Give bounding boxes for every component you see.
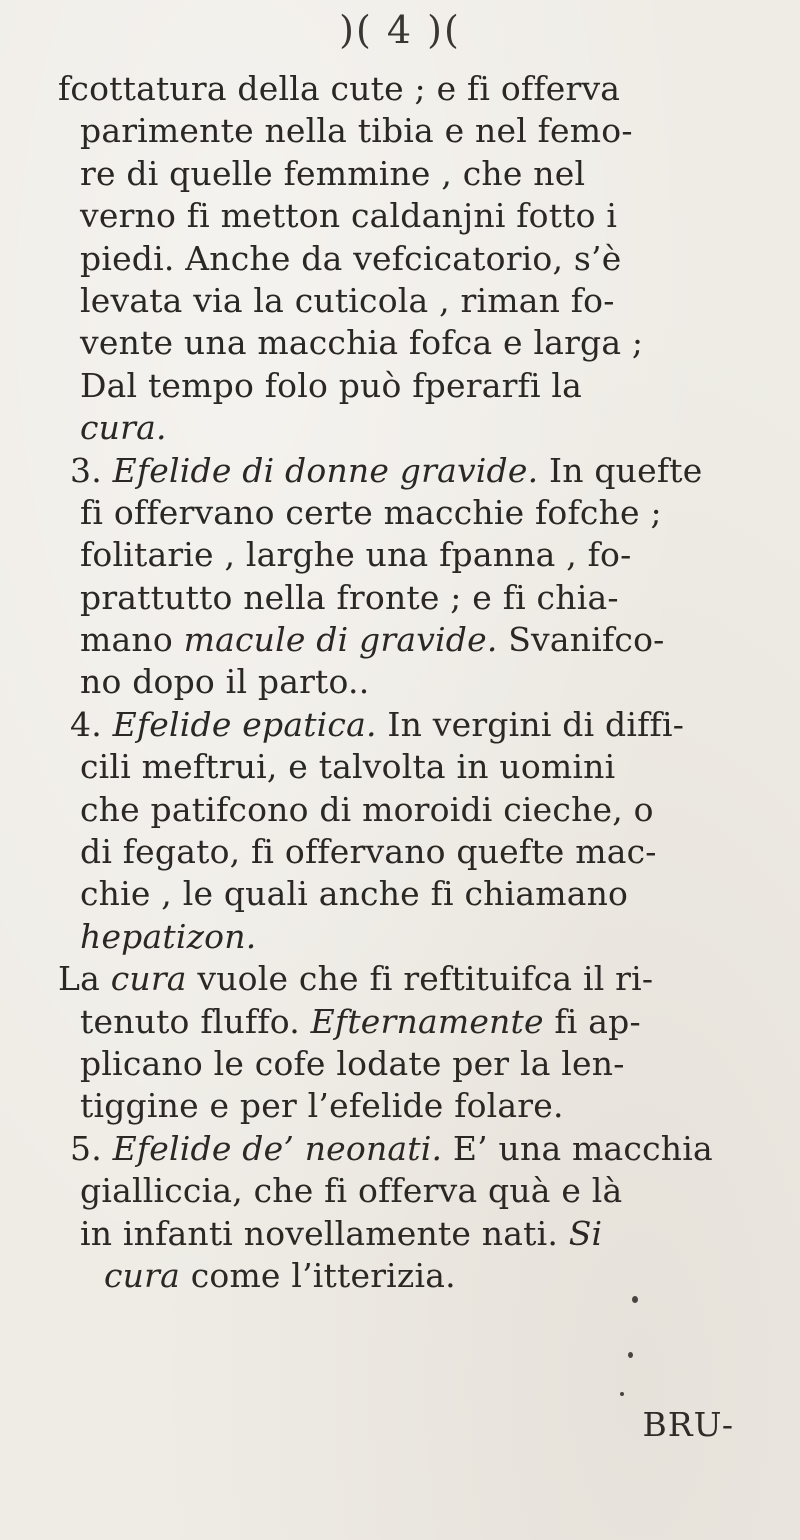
text-line: fcottatura della cute ; e fi offerva [58,69,621,108]
text-line: Dal tempo folo può fperarfi la [80,365,583,405]
text-line: che patifcono di moroidi cieche, o [80,789,654,829]
ink-speck [628,1352,633,1358]
text-line: folitarie , larghe una fpanna , fo- [80,535,632,575]
page-body [58,68,758,1297]
text-line: no dopo il parto.. [80,662,370,702]
text-line: piedi. Anche da vefcicatorio, s’è [80,238,622,278]
text-line: plicano le cofe lodate per la len- [80,1043,625,1083]
text-line: cili meftrui, e talvolta in uomini [80,747,616,787]
text-line: levata via la cuticola , riman fo- [80,280,615,320]
section-number: 5. [70,1128,102,1168]
section-heading-4: 4. Efelide epatica. In vergini di diffi- [70,704,685,744]
section-heading-5: 5. Efelide de’ neonati. E’ una macchia [70,1128,713,1168]
text-line: cura. [80,408,167,448]
text-line: La cura vuole che fi reftituifca il ri- [58,959,654,999]
section-title: Efelide de’ neonati. [112,1128,443,1168]
text-line: tenuto fluffo. Efternamente fi ap- [80,1001,641,1041]
section-number: 4. [70,704,102,744]
text-line: gialliccia, che fi offerva quà e là [80,1171,623,1211]
text-line: re di quelle femmine , che nel [80,153,586,193]
section-title: Efelide epatica. [112,704,377,744]
text-line: mano macule di gravide. Svanifco- [80,620,665,660]
text-line: hepatizon. [80,916,257,956]
catchword: BRU- [642,1405,734,1444]
text-line: chie , le quali anche fi chiamano [80,874,629,914]
text-line: in infanti novellamente nati. Si [80,1213,603,1253]
text-line: cura come l’itterizia. [104,1255,456,1295]
page-header: )( 4 )( [339,8,461,52]
text-line: prattutto nella fronte ; e fi chia- [80,577,619,617]
text-line: di fegato, fi offervano quefte mac- [80,832,657,872]
text-line: parimente nella tibia e nel femo- [80,111,633,151]
ink-speck [632,1296,638,1303]
ink-speck [620,1392,624,1396]
text-line: vente una macchia fofca e larga ; [80,323,644,363]
section-number: 3. [70,450,102,490]
section-heading-3: 3. Efelide di donne gravide. In quefte [70,450,703,490]
text-line: tiggine e per l’efelide folare. [80,1086,564,1126]
text-line: fi offervano certe macchie fofche ; [80,492,662,532]
section-title: Efelide di donne gravide. [112,450,539,490]
text-line: verno fi metton caldanjni fotto i [80,196,618,236]
